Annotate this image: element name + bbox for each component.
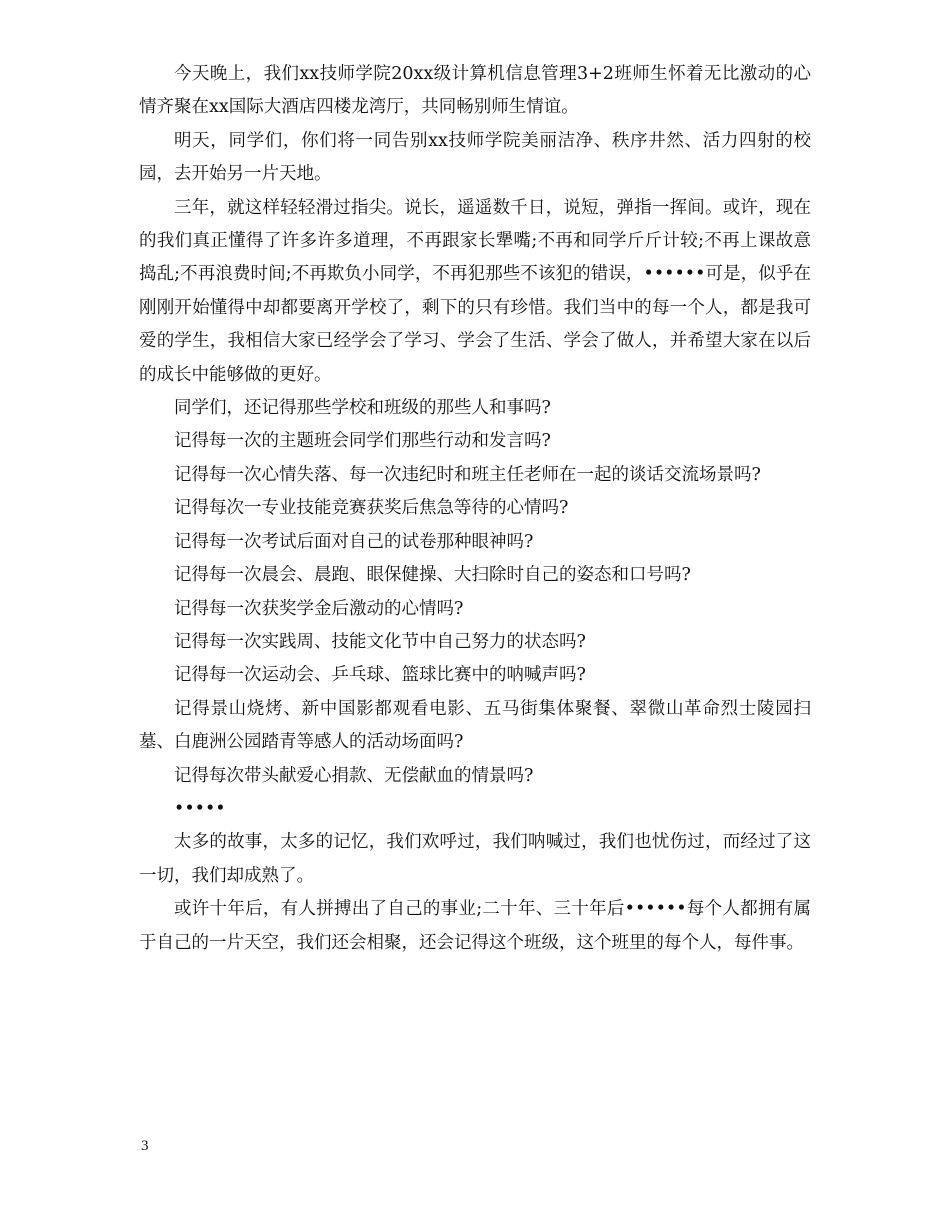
paragraph: 明天，同学们，你们将一同告别xx技师学院美丽洁净、秩序井然、活力四射的校园，去开始另一片天地。 <box>139 130 811 185</box>
paragraph: 记得每次带头献爱心捐款、无偿献血的情景吗? <box>174 765 534 786</box>
paragraph: 记得每一次的主题班会同学们那些行动和发言吗? <box>174 431 551 452</box>
paragraph: 三年，就这样轻轻滑过指尖。说长，遥遥数千日，说短，弹指一挥间。或许，现在的我们真正懂得了许多许多道理，不再跟家长犟嘴;不再和同学斤斤计较;不再上课故意捣乱;不再浪费时间;不再欺负小同学，不再犯那些不该犯的错误，••••••可是，似乎在刚刚开始懂得中却都要离开学校了，剩下的只有珍惜。我们当中的每一个人，都是我可爱的学生，我相信大家已经学会了学习、学会了生活、学会了做人，并希望大家在以后的成长中能够做的更好。 <box>139 197 811 385</box>
paragraph: 太多的故事，太多的记忆，我们欢呼过，我们呐喊过，我们也忧伤过，而经过了这一切，我们却成熟了。 <box>139 832 811 886</box>
paragraph: 记得每一次获奖学金后激动的心情吗? <box>174 598 464 619</box>
paragraph: 同学们，还记得那些学校和班级的那些人和事吗? <box>174 398 551 419</box>
paragraph: 记得每一次心情失落、每一次违纪时和班主任老师在一起的谈话交流场景吗? <box>174 464 761 485</box>
paragraph: 或许十年后，有人拼搏出了自己的事业;二十年、三十年后••••••每个人都拥有属于自己的一片天空，我们还会相聚，还会记得这个班级，这个班里的每个人，每件事。 <box>139 899 811 953</box>
paragraph: 记得每一次考试后面对自己的试卷那种眼神吗? <box>174 531 534 552</box>
paragraph: 记得每一次晨会、晨跑、眼保健操、大扫除时自己的姿态和口号吗? <box>174 565 691 586</box>
paragraph: 记得每一次实践周、技能文化节中自己努力的状态吗? <box>174 631 586 652</box>
paragraph: 记得每一次运动会、乒乓球、篮球比赛中的呐喊声吗? <box>174 665 586 686</box>
page-number: 3 <box>141 1138 149 1154</box>
document-body <box>139 58 811 960</box>
paragraph: 今天晚上，我们xx技师学院20xx级计算机信息管理3+2班师生怀着无比激动的心情齐聚在xx国际大酒店四楼龙湾厅，共同畅别师生情谊。 <box>139 64 811 118</box>
ellipsis-dots: ••••• <box>174 798 226 819</box>
paragraph: 记得景山烧烤、新中国影都观看电影、五马街集体聚餐、翠微山革命烈士陵园扫墓、白鹿洲公园踏青等感人的活动场面吗? <box>139 698 811 753</box>
paragraph: 记得每次一专业技能竞赛获奖后焦急等待的心情吗? <box>174 498 569 519</box>
